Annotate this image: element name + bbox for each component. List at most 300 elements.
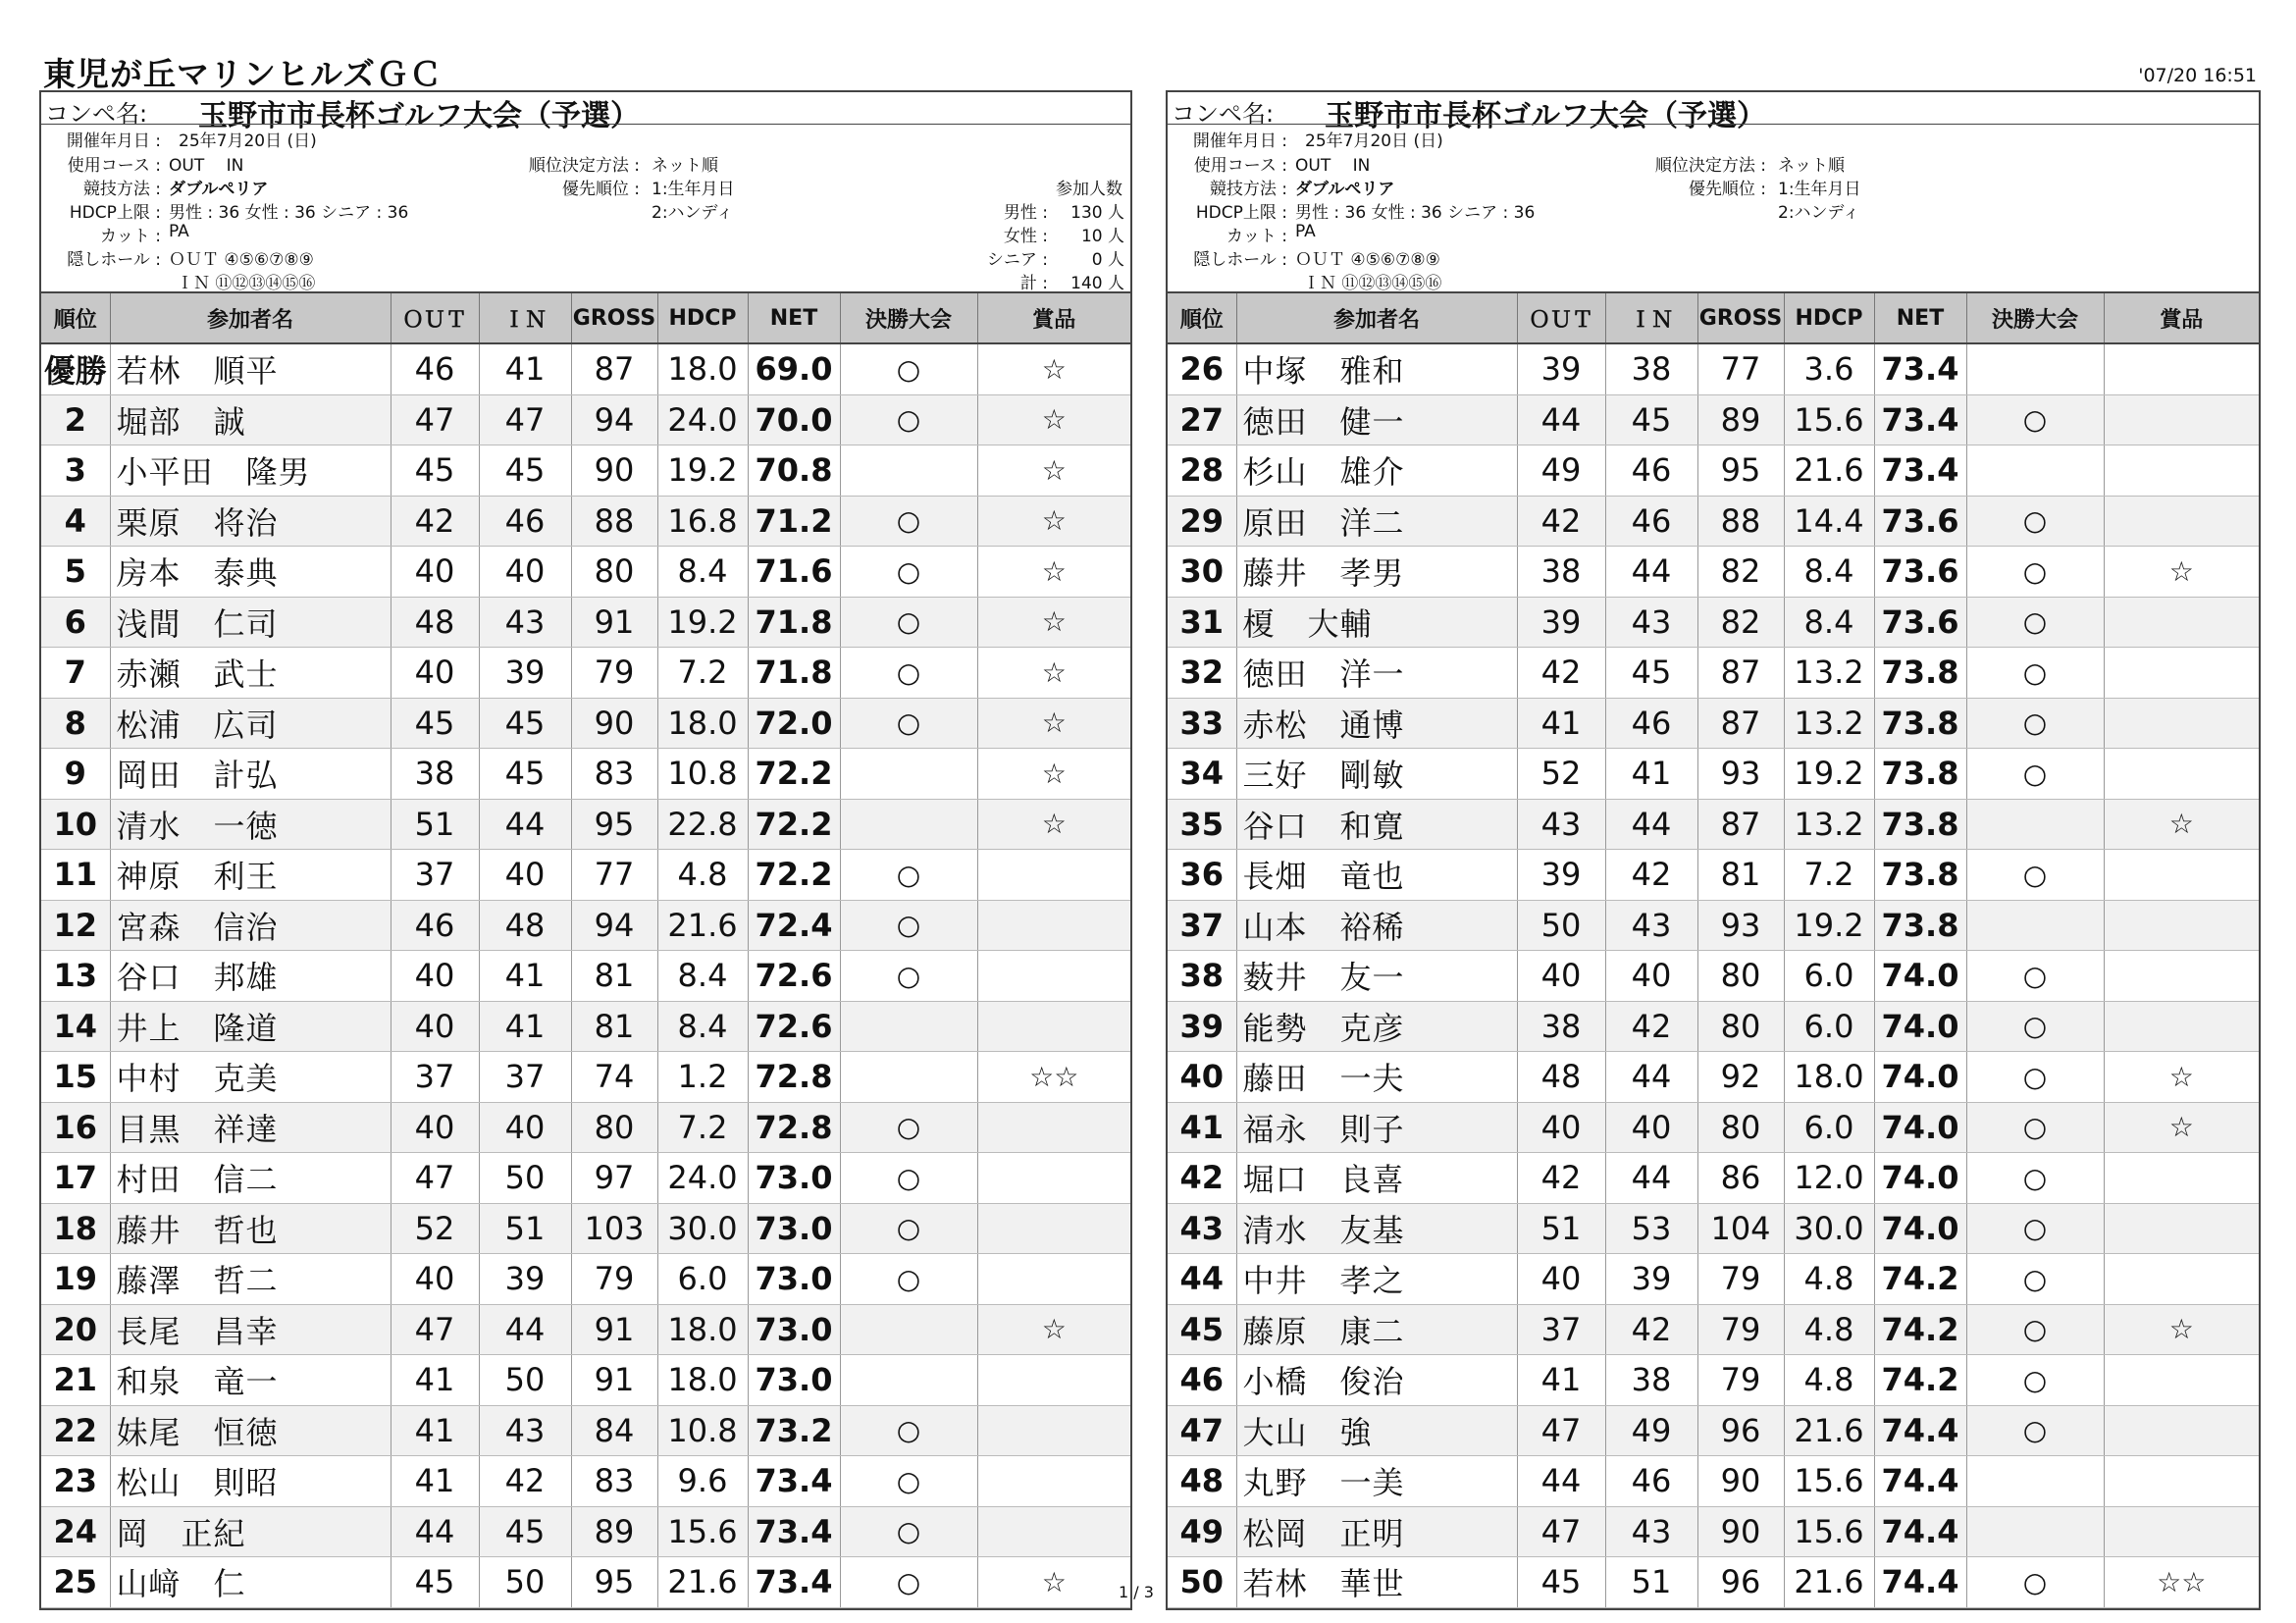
in-score-cell: 49 [1605, 1405, 1697, 1456]
course-value: OUT IN [169, 156, 244, 176]
table-row [41, 1102, 1130, 1153]
priority-label: 優先順位 : [1688, 180, 1766, 199]
final-qualifier-cell [1966, 343, 2104, 394]
prize-cell [977, 1153, 1130, 1204]
final-qualifier-cell: ○ [840, 343, 977, 394]
table-body [41, 343, 1130, 1607]
hdcp-cell: 4.8 [1784, 1304, 1874, 1355]
prize-cell [2104, 496, 2259, 547]
table-row [41, 394, 1130, 445]
player-name-cell: 原田 洋二 [1236, 496, 1517, 547]
in-score-cell: 50 [479, 1153, 571, 1204]
col-name-header: 参加者名 [110, 293, 391, 343]
player-name-cell: 岡田 計弘 [110, 749, 391, 800]
gross-score-cell: 80 [1697, 1102, 1784, 1153]
results-panel-right [1166, 90, 2261, 1610]
table-row [41, 749, 1130, 800]
final-qualifier-cell: ○ [1966, 698, 2104, 749]
final-qualifier-cell: ○ [1966, 547, 2104, 598]
out-score-cell: 46 [391, 343, 479, 394]
player-name-cell: 丸野 一美 [1236, 1456, 1517, 1507]
col-final-header: 決勝大会 [1966, 293, 2104, 343]
table-header [1168, 293, 2259, 343]
final-qualifier-cell: ○ [840, 850, 977, 901]
out-score-cell: 41 [1517, 1355, 1605, 1406]
final-qualifier-cell: ○ [840, 698, 977, 749]
final-qualifier-cell: ○ [1966, 1102, 2104, 1153]
out-score-cell: 45 [391, 1557, 479, 1608]
prize-cell: ☆ [977, 698, 1130, 749]
net-score-cell: 73.8 [1874, 698, 1966, 749]
table-row [41, 1052, 1130, 1103]
final-qualifier-cell: ○ [840, 1456, 977, 1507]
player-name-cell: 松山 則昭 [110, 1456, 391, 1507]
rank-cell: 6 [41, 597, 110, 648]
out-score-cell: 39 [1517, 597, 1605, 648]
rank-cell: 21 [41, 1355, 110, 1406]
in-score-cell: 46 [1605, 698, 1697, 749]
rank-cell: 15 [41, 1052, 110, 1103]
method-label: 競技方法 : [82, 180, 161, 199]
net-score-cell: 73.8 [1874, 648, 1966, 699]
final-qualifier-cell [1966, 445, 2104, 497]
col-gross-header: GROSS [1697, 293, 1784, 343]
net-score-cell: 73.4 [748, 1506, 840, 1557]
table-row [41, 1506, 1130, 1557]
hdcp-cell: 8.4 [1784, 547, 1874, 598]
prize-cell [977, 1254, 1130, 1305]
method-value: ダブルペリア [169, 180, 269, 199]
table-row [41, 445, 1130, 497]
gross-score-cell: 83 [571, 749, 657, 800]
rank-cell: 9 [41, 749, 110, 800]
prize-cell [2104, 1001, 2259, 1052]
rank-cell: 33 [1168, 698, 1236, 749]
out-score-cell: 42 [1517, 1153, 1605, 1204]
date-value: 25年7月20日 (日) [1305, 131, 1443, 151]
in-score-cell: 45 [1605, 394, 1697, 445]
course-value: OUT IN [1295, 156, 1371, 176]
rank-cell: 20 [41, 1304, 110, 1355]
hdcp-cell: 8.4 [657, 951, 748, 1002]
gross-score-cell: 95 [1697, 445, 1784, 497]
gross-score-cell: 86 [1697, 1153, 1784, 1204]
course-label: 使用コース : [1193, 156, 1287, 176]
player-name-cell: 栗原 将治 [110, 496, 391, 547]
out-score-cell: 44 [1517, 1456, 1605, 1507]
player-name-cell: 堀口 良喜 [1236, 1153, 1517, 1204]
gross-score-cell: 93 [1697, 900, 1784, 951]
table-row [1168, 1102, 2259, 1153]
hdcp-cell: 14.4 [1784, 496, 1874, 547]
player-name-cell: 三好 剛敏 [1236, 749, 1517, 800]
gross-score-cell: 94 [571, 394, 657, 445]
table-row [1168, 1506, 2259, 1557]
out-score-cell: 40 [391, 547, 479, 598]
net-score-cell: 71.6 [748, 547, 840, 598]
prize-cell [977, 850, 1130, 901]
player-name-cell: 村田 信二 [110, 1153, 391, 1204]
hdcp-cell: 10.8 [657, 749, 748, 800]
in-score-cell: 44 [1605, 799, 1697, 850]
final-qualifier-cell: ○ [1966, 1203, 2104, 1254]
net-score-cell: 72.8 [748, 1102, 840, 1153]
net-score-cell: 73.4 [1874, 445, 1966, 497]
hdcp-cell: 30.0 [1784, 1203, 1874, 1254]
out-score-cell: 49 [1517, 445, 1605, 497]
in-score-cell: 39 [479, 1254, 571, 1305]
in-score-cell: 44 [1605, 547, 1697, 598]
hdcp-cell: 12.0 [1784, 1153, 1874, 1204]
player-name-cell: 徳田 洋一 [1236, 648, 1517, 699]
net-score-cell: 71.8 [748, 597, 840, 648]
in-score-cell: 41 [479, 951, 571, 1002]
player-name-cell: 井上 隆道 [110, 1001, 391, 1052]
col-rank-header: 順位 [1168, 293, 1236, 343]
net-score-cell: 72.8 [748, 1052, 840, 1103]
net-score-cell: 72.2 [748, 799, 840, 850]
net-score-cell: 72.0 [748, 698, 840, 749]
hdcp-cell: 13.2 [1784, 698, 1874, 749]
out-score-cell: 40 [391, 1102, 479, 1153]
table-row [41, 1557, 1130, 1608]
net-score-cell: 73.6 [1874, 547, 1966, 598]
out-score-cell: 41 [1517, 698, 1605, 749]
comp-title: 玉野市市長杯ゴルフ大会（予選） [1325, 99, 1766, 133]
hdcp-cell: 18.0 [657, 1304, 748, 1355]
table-header [41, 293, 1130, 343]
in-score-cell: 45 [479, 445, 571, 497]
prize-cell: ☆ [977, 394, 1130, 445]
col-hdcp-header: HDCP [1784, 293, 1874, 343]
player-name-cell: 薮井 友一 [1236, 951, 1517, 1002]
in-score-cell: 42 [479, 1456, 571, 1507]
final-qualifier-cell: ○ [1966, 1304, 2104, 1355]
final-qualifier-cell: ○ [1966, 1355, 2104, 1406]
prize-cell [2104, 850, 2259, 901]
in-score-cell: 43 [479, 597, 571, 648]
participants-title: 参加人数 [1056, 180, 1122, 199]
rank-cell: 35 [1168, 799, 1236, 850]
rank-method-label: 順位決定方法 : [528, 156, 640, 176]
prize-cell [2104, 343, 2259, 394]
rank-cell: 44 [1168, 1254, 1236, 1305]
comp-label: コンペ名: [1172, 100, 1275, 128]
in-score-cell: 51 [1605, 1557, 1697, 1608]
out-score-cell: 48 [391, 597, 479, 648]
final-qualifier-cell: ○ [840, 1254, 977, 1305]
net-score-cell: 72.4 [748, 900, 840, 951]
hdcp-cell: 7.2 [1784, 850, 1874, 901]
table-row [41, 1405, 1130, 1456]
player-name-cell: 小橋 俊治 [1236, 1355, 1517, 1406]
prize-cell: ☆ [977, 1557, 1130, 1608]
final-qualifier-cell: ○ [1966, 1557, 2104, 1608]
gross-score-cell: 87 [571, 343, 657, 394]
hdcp-cell: 8.4 [1784, 597, 1874, 648]
rank-cell: 16 [41, 1102, 110, 1153]
in-score-cell: 42 [1605, 1001, 1697, 1052]
out-score-cell: 40 [391, 1001, 479, 1052]
player-name-cell: 藤田 一夫 [1236, 1052, 1517, 1103]
table-row [1168, 547, 2259, 598]
net-score-cell: 74.4 [1874, 1456, 1966, 1507]
in-score-cell: 50 [479, 1557, 571, 1608]
gross-score-cell: 88 [571, 496, 657, 547]
rank-cell: 47 [1168, 1405, 1236, 1456]
gross-score-cell: 79 [1697, 1254, 1784, 1305]
final-qualifier-cell [840, 1052, 977, 1103]
final-qualifier-cell [1966, 900, 2104, 951]
gross-score-cell: 91 [571, 597, 657, 648]
table-row [1168, 1153, 2259, 1204]
final-qualifier-cell [840, 1001, 977, 1052]
out-score-cell: 37 [391, 1052, 479, 1103]
net-score-cell: 73.0 [748, 1203, 840, 1254]
in-score-cell: 39 [1605, 1254, 1697, 1305]
prize-cell [2104, 1355, 2259, 1406]
net-score-cell: 73.4 [1874, 343, 1966, 394]
results-table-left [41, 293, 1130, 1608]
table-row [41, 648, 1130, 699]
date-label: 開催年月日 : [66, 131, 161, 151]
final-qualifier-cell: ○ [1966, 597, 2104, 648]
player-name-cell: 若林 華世 [1236, 1557, 1517, 1608]
hdcp-cell: 21.6 [1784, 1405, 1874, 1456]
gross-score-cell: 82 [1697, 547, 1784, 598]
prize-cell: ☆ [977, 597, 1130, 648]
in-score-cell: 45 [479, 749, 571, 800]
gross-score-cell: 93 [1697, 749, 1784, 800]
out-score-cell: 39 [1517, 343, 1605, 394]
player-name-cell: 房本 泰典 [110, 547, 391, 598]
rank-cell: 49 [1168, 1506, 1236, 1557]
player-name-cell: 中井 孝之 [1236, 1254, 1517, 1305]
player-name-cell: 中塚 雅和 [1236, 343, 1517, 394]
out-score-cell: 46 [391, 900, 479, 951]
player-name-cell: 堀部 誠 [110, 394, 391, 445]
in-score-cell: 46 [1605, 496, 1697, 547]
final-qualifier-cell: ○ [840, 648, 977, 699]
female-value: 10 人 [1080, 227, 1124, 246]
in-score-cell: 44 [1605, 1153, 1697, 1204]
in-score-cell: 45 [479, 698, 571, 749]
prize-cell [977, 1203, 1130, 1254]
hdcp-cell: 6.0 [1784, 1001, 1874, 1052]
col-final-header: 決勝大会 [840, 293, 977, 343]
rank-cell: 28 [1168, 445, 1236, 497]
hdcp-cell: 15.6 [1784, 394, 1874, 445]
gross-score-cell: 79 [571, 648, 657, 699]
rank-cell: 45 [1168, 1304, 1236, 1355]
rank-cell: 2 [41, 394, 110, 445]
gross-score-cell: 84 [571, 1405, 657, 1456]
out-score-cell: 38 [391, 749, 479, 800]
player-name-cell: 岡 正紀 [110, 1506, 391, 1557]
prize-cell [2104, 900, 2259, 951]
in-score-cell: 47 [479, 394, 571, 445]
gross-score-cell: 77 [571, 850, 657, 901]
hdcp-cell: 8.4 [657, 547, 748, 598]
final-qualifier-cell: ○ [1966, 1052, 2104, 1103]
final-qualifier-cell [1966, 1506, 2104, 1557]
player-name-cell: 長畑 竜也 [1236, 850, 1517, 901]
final-qualifier-cell: ○ [840, 1102, 977, 1153]
final-qualifier-cell: ○ [840, 1506, 977, 1557]
player-name-cell: 藤澤 哲二 [110, 1254, 391, 1305]
rank-cell: 38 [1168, 951, 1236, 1002]
gross-score-cell: 80 [571, 547, 657, 598]
prize-cell: ☆☆ [977, 1052, 1130, 1103]
prize-cell [977, 1355, 1130, 1406]
net-score-cell: 73.0 [748, 1254, 840, 1305]
rank-cell: 48 [1168, 1456, 1236, 1507]
final-qualifier-cell: ○ [840, 496, 977, 547]
in-score-cell: 37 [479, 1052, 571, 1103]
in-score-cell: 43 [1605, 597, 1697, 648]
table-row [41, 698, 1130, 749]
gross-score-cell: 92 [1697, 1052, 1784, 1103]
prize-cell: ☆ [977, 799, 1130, 850]
gross-score-cell: 97 [571, 1153, 657, 1204]
out-score-cell: 47 [391, 394, 479, 445]
table-row [41, 1304, 1130, 1355]
player-name-cell: 神原 利王 [110, 850, 391, 901]
table-row [41, 900, 1130, 951]
gross-score-cell: 79 [1697, 1355, 1784, 1406]
hdcp-value: 男性 : 36 女性 : 36 シニア : 36 [169, 203, 409, 223]
rank-cell: 19 [41, 1254, 110, 1305]
table-row [41, 1456, 1130, 1507]
in-score-cell: 44 [479, 799, 571, 850]
hidden-holes-out: ＯＵＴ ④⑤⑥⑦⑧⑨ [1295, 250, 1440, 270]
final-qualifier-cell [840, 1304, 977, 1355]
gross-score-cell: 95 [571, 1557, 657, 1608]
player-name-cell: 浅間 仁司 [110, 597, 391, 648]
net-score-cell: 71.8 [748, 648, 840, 699]
table-row [41, 799, 1130, 850]
gross-score-cell: 104 [1697, 1203, 1784, 1254]
net-score-cell: 73.2 [748, 1405, 840, 1456]
male-value: 130 人 [1070, 203, 1124, 223]
net-score-cell: 74.0 [1874, 1052, 1966, 1103]
prize-cell [977, 1102, 1130, 1153]
player-name-cell: 和泉 竜一 [110, 1355, 391, 1406]
prize-cell [2104, 445, 2259, 497]
final-qualifier-cell: ○ [840, 547, 977, 598]
table-row [41, 951, 1130, 1002]
prize-cell [977, 900, 1130, 951]
col-prize-header: 賞品 [977, 293, 1130, 343]
prize-cell: ☆ [977, 445, 1130, 497]
in-score-cell: 40 [1605, 951, 1697, 1002]
player-name-cell: 妹尾 恒徳 [110, 1405, 391, 1456]
hdcp-cell: 21.6 [657, 900, 748, 951]
col-in-header: ＩＮ [1605, 293, 1697, 343]
rank-cell: 31 [1168, 597, 1236, 648]
final-qualifier-cell: ○ [840, 951, 977, 1002]
prize-cell: ☆ [977, 749, 1130, 800]
out-score-cell: 40 [391, 1254, 479, 1305]
prize-cell: ☆ [2104, 1102, 2259, 1153]
table-row [1168, 1052, 2259, 1103]
out-score-cell: 37 [1517, 1304, 1605, 1355]
in-score-cell: 40 [1605, 1102, 1697, 1153]
gross-score-cell: 96 [1697, 1557, 1784, 1608]
gross-score-cell: 96 [1697, 1405, 1784, 1456]
date-value: 25年7月20日 (日) [179, 131, 317, 151]
out-score-cell: 42 [1517, 496, 1605, 547]
out-score-cell: 45 [1517, 1557, 1605, 1608]
gross-score-cell: 95 [571, 799, 657, 850]
table-row [1168, 445, 2259, 497]
in-score-cell: 40 [479, 850, 571, 901]
hdcp-cell: 18.0 [657, 343, 748, 394]
out-score-cell: 47 [1517, 1506, 1605, 1557]
final-qualifier-cell: ○ [1966, 1153, 2104, 1204]
net-score-cell: 74.0 [1874, 1102, 1966, 1153]
hdcp-cell: 15.6 [1784, 1506, 1874, 1557]
table-row [1168, 799, 2259, 850]
print-timestamp: '07/20 16:51 [2138, 65, 2257, 86]
out-score-cell: 42 [391, 496, 479, 547]
method-label: 競技方法 : [1209, 180, 1287, 199]
hdcp-cell: 13.2 [1784, 648, 1874, 699]
hdcp-cell: 6.0 [1784, 951, 1874, 1002]
final-qualifier-cell [1966, 1456, 2104, 1507]
in-score-cell: 41 [479, 1001, 571, 1052]
rank-cell: 7 [41, 648, 110, 699]
prize-cell [2104, 1153, 2259, 1204]
priority-label: 優先順位 : [561, 180, 640, 199]
gross-score-cell: 82 [1697, 597, 1784, 648]
gross-score-cell: 74 [571, 1052, 657, 1103]
prize-cell [2104, 1506, 2259, 1557]
net-score-cell: 73.8 [1874, 850, 1966, 901]
player-name-cell: 能勢 克彦 [1236, 1001, 1517, 1052]
col-out-header: ＯＵＴ [391, 293, 479, 343]
hdcp-cell: 19.2 [1784, 900, 1874, 951]
out-score-cell: 44 [391, 1506, 479, 1557]
prize-cell [977, 1405, 1130, 1456]
table-row [41, 1153, 1130, 1204]
gross-score-cell: 87 [1697, 648, 1784, 699]
hdcp-cell: 8.4 [657, 1001, 748, 1052]
player-name-cell: 山本 裕稀 [1236, 900, 1517, 951]
in-score-cell: 44 [1605, 1052, 1697, 1103]
net-score-cell: 74.0 [1874, 1153, 1966, 1204]
hdcp-cell: 10.8 [657, 1405, 748, 1456]
prize-cell [977, 951, 1130, 1002]
prize-cell [2104, 1203, 2259, 1254]
table-row [1168, 597, 2259, 648]
col-hdcp-header: HDCP [657, 293, 748, 343]
out-score-cell: 50 [1517, 900, 1605, 951]
gross-score-cell: 87 [1697, 799, 1784, 850]
hdcp-label: HDCP上限 : [1195, 203, 1287, 223]
net-score-cell: 72.6 [748, 1001, 840, 1052]
prize-cell: ☆ [2104, 547, 2259, 598]
rank-cell: 41 [1168, 1102, 1236, 1153]
rank-cell: 12 [41, 900, 110, 951]
gross-score-cell: 90 [571, 698, 657, 749]
final-qualifier-cell: ○ [840, 1153, 977, 1204]
prize-cell: ☆ [977, 343, 1130, 394]
net-score-cell: 73.6 [1874, 496, 1966, 547]
in-score-cell: 43 [1605, 900, 1697, 951]
net-score-cell: 73.8 [1874, 749, 1966, 800]
net-score-cell: 70.8 [748, 445, 840, 497]
